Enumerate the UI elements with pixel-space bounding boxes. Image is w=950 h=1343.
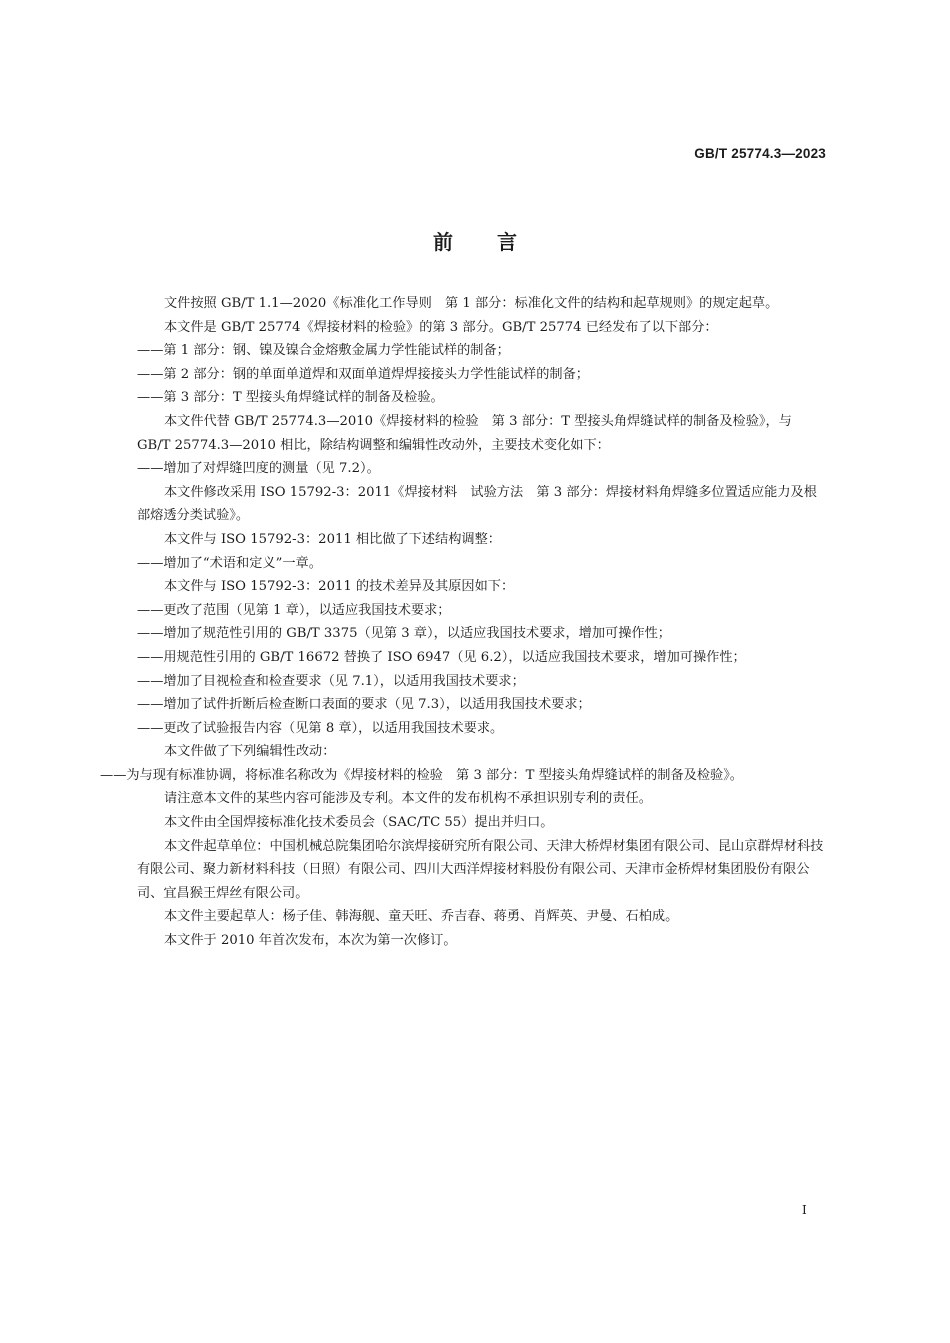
para-drafting-rules: 文件按照 GB/T 1.1—2020《标准化工作导则 第 1 部分：标准化文件的结构和起草规则》的规定起草。 bbox=[164, 296, 779, 311]
foreword-body bbox=[100, 292, 829, 953]
para-structure-changes: 本文件与 ISO 15792-3：2011 相比做了下述结构调整： bbox=[164, 531, 501, 547]
para-proposed-by: 本文件由全国焊接标准化技术委员会（SAC/TC 55）提出并归口。 bbox=[164, 815, 554, 831]
list-item-diff-scope: ——更改了范围（见第 1 章），以适应我国技术要求； bbox=[137, 602, 451, 618]
list-item-part-3: ——第 3 部分：T 型接头角焊缝试样的制备及检验。 bbox=[137, 390, 444, 406]
list-item-diff-gbt3375: ——增加了规范性引用的 GB/T 3375（见第 3 章），以适应我国技术要求，增加可操作性； bbox=[137, 626, 671, 642]
list-item-diff-fracture: ——增加了试件折断后检查断口表面的要求（见 7.3），以适用我国技术要求； bbox=[137, 697, 591, 713]
para-iso-adoption: 本文件修改采用 ISO 15792-3：2011《焊接材料 试验方法 第 3 部分：焊接材料角焊缝多位置适应能力及根部熔透分类试验》。 bbox=[137, 484, 817, 524]
para-editorial-changes: 本文件做了下列编辑性改动： bbox=[164, 744, 336, 760]
para-replaces: 本文件代替 GB/T 25774.3—2010《焊接材料的检验 第 3 部分：T 型接头角焊缝试样的制备及检验》，与 GB/T 25774.3—2010 相比，除结构调整和编辑性改动外，主要技术变化如下： bbox=[137, 413, 792, 453]
standard-code: GB/T 25774.3—2023 bbox=[694, 146, 826, 161]
para-part-intro: 本文件是 GB/T 25774《焊接材料的检验》的第 3 部分。GB/T 25774 已经发布了以下部分： bbox=[164, 319, 718, 335]
page-title: 前言 bbox=[433, 230, 561, 254]
list-item-diff-visual: ——增加了目视检查和检查要求（见 7.1），以适用我国技术要求； bbox=[137, 673, 525, 689]
list-item-tech-change: ——增加了对焊缝凹度的测量（见 7.2）。 bbox=[137, 461, 380, 477]
list-item-diff-gbt16672: ——用规范性引用的 GB/T 16672 替换了 ISO 6947（见 6.2），以适应我国技术要求，增加可操作性； bbox=[137, 649, 746, 665]
para-history: 本文件于 2010 年首次发布，本次为第一次修订。 bbox=[164, 933, 457, 949]
list-item-diff-report: ——更改了试验报告内容（见第 8 章），以适用我国技术要求。 bbox=[137, 720, 504, 736]
list-item-editorial-title: ——为与现有标准协调，将标准名称改为《焊接材料的检验 第 3 部分：T 型接头角焊缝试样的制备及检验》。 bbox=[100, 767, 743, 783]
list-item-part-1: ——第 1 部分：钢、镍及镍合金熔敷金属力学性能试样的制备； bbox=[137, 343, 510, 359]
list-item-structure-change: ——增加了“术语和定义”一章。 bbox=[137, 555, 322, 571]
para-tech-differences: 本文件与 ISO 15792-3：2011 的技术差异及其原因如下： bbox=[164, 579, 515, 595]
list-item-part-2: ——第 2 部分：钢的单面单道焊和双面单道焊焊接接头力学性能试样的制备； bbox=[137, 366, 589, 382]
para-patent-notice: 请注意本文件的某些内容可能涉及专利。本文件的发布机构不承担识别专利的责任。 bbox=[164, 791, 652, 807]
para-drafters: 本文件主要起草人：杨子佳、韩海舰、童天旺、乔吉春、蒋勇、肖辉英、尹曼、石柏成。 bbox=[164, 909, 679, 925]
page-number: I bbox=[802, 1203, 807, 1217]
para-drafting-units: 本文件起草单位：中国机械总院集团哈尔滨焊接研究所有限公司、天津大桥焊材集团有限公司、昆山京群焊材科技有限公司、聚力新材料科技（日照）有限公司、四川大西洋焊接材料股份有限公司、天津市金桥焊材集团股份有限公司、宜昌猴王焊丝有限公司。 bbox=[137, 838, 824, 901]
